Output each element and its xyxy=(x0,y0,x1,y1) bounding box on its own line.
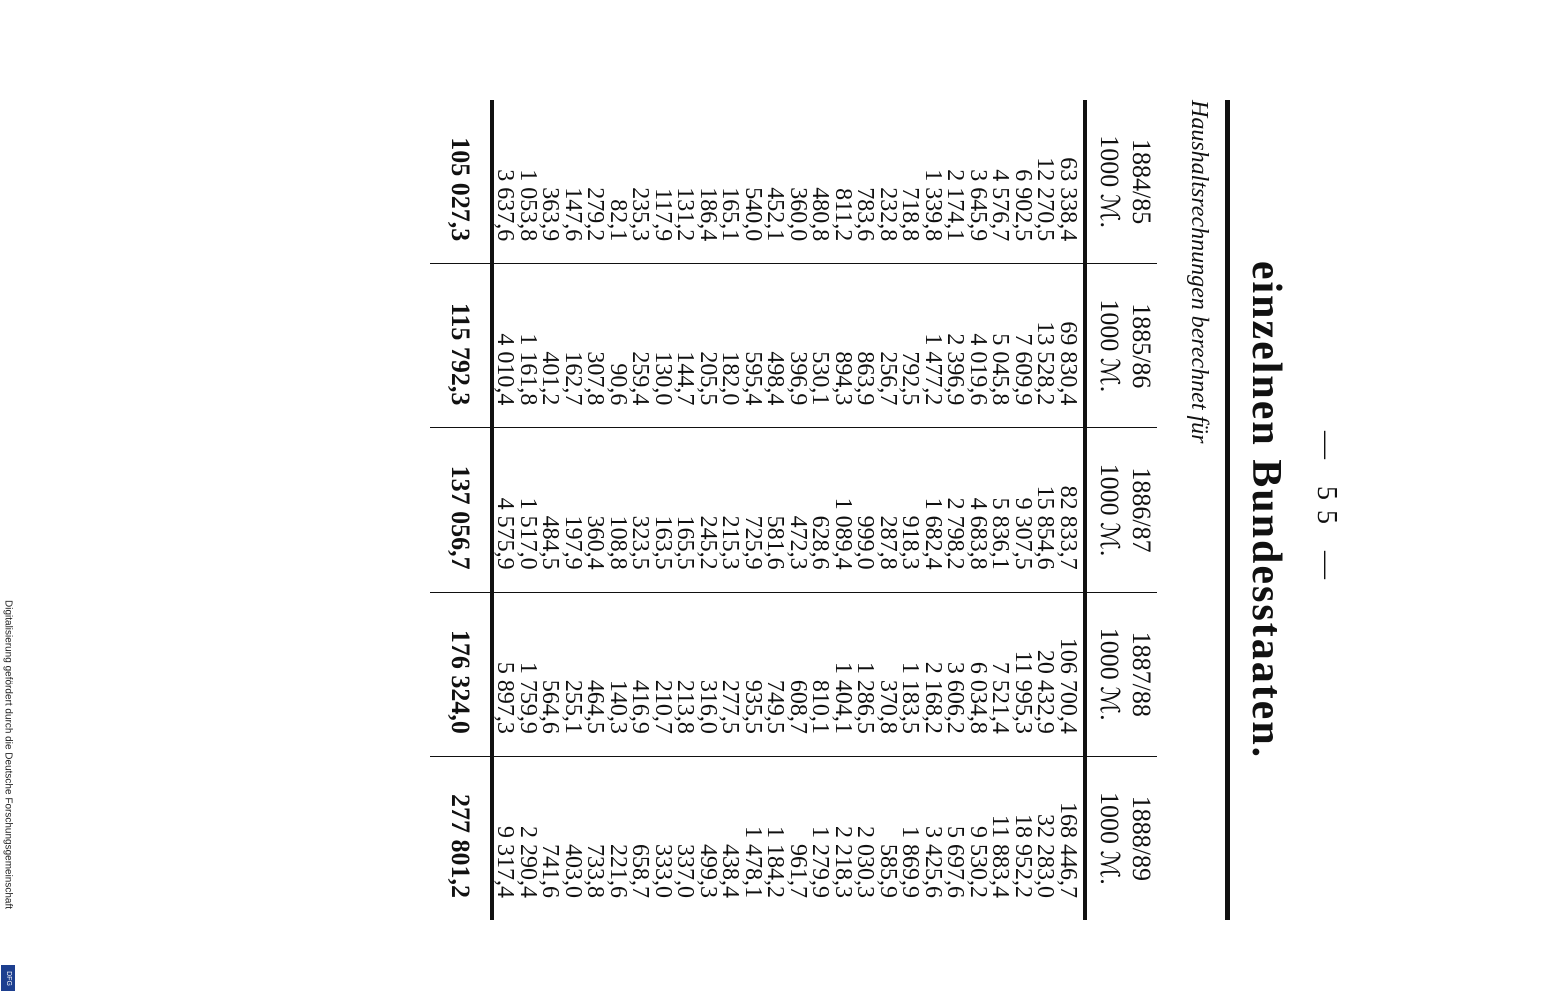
table-header xyxy=(1083,100,1157,920)
page-title: einzelnen Bundesstaaten. xyxy=(1243,260,1289,760)
table-cell: 452,1 xyxy=(762,187,789,242)
table-cell: 961,7 xyxy=(785,844,811,899)
table-cell: 999,0 xyxy=(852,515,879,570)
year-label: 1887/88 xyxy=(1127,631,1156,717)
table-cell: 163,5 xyxy=(650,515,676,570)
table-cell: 307,8 xyxy=(582,351,609,406)
table-cell: 438,4 xyxy=(717,844,744,899)
table-cell: 210,7 xyxy=(650,679,676,734)
table-cell: 3 637,6 xyxy=(492,169,519,242)
table-cell: 256,7 xyxy=(875,351,901,406)
table-cell: 131,2 xyxy=(672,187,699,242)
value-column xyxy=(494,427,1083,591)
table-cell: 2 030,3 xyxy=(852,826,879,899)
table-cell: 9 530,2 xyxy=(965,826,991,899)
table-cell: 245,2 xyxy=(695,515,721,570)
column-total: 105 027,3 xyxy=(446,137,475,242)
table-cell: 811,2 xyxy=(830,188,856,242)
table-subtitle: Haushaltsrechnungen berechnet für xyxy=(1186,100,1212,444)
table-cell: 32 283,0 xyxy=(1032,814,1059,899)
table-cell: 13 528,2 xyxy=(1032,321,1059,406)
page-number: — 55 — xyxy=(1311,431,1342,589)
table-cell: 403,0 xyxy=(560,844,586,899)
table-cell: 333,0 xyxy=(650,844,676,899)
unit-label: 1000 ℳ. xyxy=(1095,627,1124,721)
table-cell: 5 045,8 xyxy=(987,333,1014,406)
table-cell: 718,8 xyxy=(897,187,924,242)
table-body xyxy=(490,100,1083,920)
table-totals xyxy=(430,100,490,920)
table-cell: 9 317,4 xyxy=(492,826,519,899)
table-cell: 2 396,9 xyxy=(942,333,969,406)
year-label: 1885/86 xyxy=(1127,303,1156,389)
table-cell: 7 609,9 xyxy=(1010,333,1036,406)
table-cell: 4 019,6 xyxy=(965,333,991,406)
table-cell: 213,8 xyxy=(672,679,699,734)
table-cell: 472,3 xyxy=(785,515,811,570)
table-cell: 165,5 xyxy=(672,515,699,570)
table-cell: 1 339,8 xyxy=(920,169,946,242)
table-cell: 4 576,7 xyxy=(987,169,1014,242)
unit-label: 1000 ℳ. xyxy=(1095,135,1124,228)
year-label: 1888/89 xyxy=(1127,795,1156,882)
table-cell: 894,3 xyxy=(830,351,856,406)
unit-label: 1000 ℳ. xyxy=(1095,463,1124,557)
table-cell: 215,3 xyxy=(717,515,744,570)
table-cell: 3 425,6 xyxy=(920,826,946,899)
table-cell: 108,8 xyxy=(605,515,631,570)
table-cell: 106 700,4 xyxy=(1055,637,1081,734)
table-cell: 360,4 xyxy=(582,515,609,570)
column-total: 277 801,2 xyxy=(430,756,490,920)
table-cell: 1 869,9 xyxy=(897,826,924,899)
column-header xyxy=(1087,427,1157,591)
table-cell: 1 404,1 xyxy=(830,661,856,734)
table-cell: 1 682,4 xyxy=(920,497,946,570)
column-total: 115 792,3 xyxy=(430,263,490,427)
table-cell: 69 830,4 xyxy=(1055,321,1081,406)
table-cell: 396,9 xyxy=(785,351,811,406)
table-cell: 3 645,9 xyxy=(965,169,991,242)
table-cell: 581,6 xyxy=(762,515,789,570)
table-cell: 15 854,6 xyxy=(1032,485,1059,570)
table-cell: 863,9 xyxy=(852,351,879,406)
rotated-page xyxy=(100,60,1350,960)
table-cell: 323,5 xyxy=(627,515,654,570)
table-cell: 9 307,5 xyxy=(1010,497,1036,570)
column-header xyxy=(1087,756,1157,920)
table-cell: 1 759,9 xyxy=(515,661,541,734)
table-cell: 147,6 xyxy=(560,187,586,242)
table-cell: 140,3 xyxy=(605,679,631,734)
table-cell: 918,3 xyxy=(897,515,924,570)
table-cell: 130,0 xyxy=(650,351,676,406)
column-header xyxy=(1087,263,1157,427)
table-cell: 595,4 xyxy=(740,351,766,406)
table-cell: 1 089,4 xyxy=(830,497,856,570)
table-cell: 792,5 xyxy=(897,351,924,406)
table-cell: 63 338,4 xyxy=(1055,157,1081,242)
table-cell: 540,0 xyxy=(740,187,766,242)
table-cell: 1 279,9 xyxy=(807,826,834,899)
table-cell: 144,7 xyxy=(672,351,699,406)
value-column xyxy=(494,756,1083,920)
table-cell: 11 995,3 xyxy=(1010,650,1036,734)
table-cell: 182,0 xyxy=(717,351,744,406)
table-cell: 2 168,2 xyxy=(920,661,946,734)
table-cell: 162,7 xyxy=(560,351,586,406)
table-cell: 2 174,1 xyxy=(942,169,969,242)
year-label: 1884/85 xyxy=(1127,138,1156,225)
title-rule xyxy=(1225,100,1230,920)
table-cell: 2 290,4 xyxy=(515,826,541,899)
table-cell: 235,3 xyxy=(627,187,654,242)
table-cell: 810,1 xyxy=(807,679,834,734)
table-cell: 5 836,1 xyxy=(987,497,1014,570)
table-cell: 82 833,7 xyxy=(1055,485,1081,570)
table-cell: 725,9 xyxy=(740,515,766,570)
table-cell: 20 432,9 xyxy=(1032,649,1059,734)
column-header xyxy=(1087,100,1157,263)
table-cell: 2 798,2 xyxy=(942,497,969,570)
table-cell: 608,7 xyxy=(785,679,811,734)
table-cell: 935,5 xyxy=(740,679,766,734)
table-cell: 1 161,8 xyxy=(515,333,541,406)
table-cell: 3 606,2 xyxy=(942,661,969,734)
dfg-logo: DFG xyxy=(1,965,15,991)
table-cell: 1 286,5 xyxy=(852,661,879,734)
table-cell: 783,6 xyxy=(852,187,879,242)
table-cell: 186,4 xyxy=(695,187,721,242)
table-cell: 1 184,2 xyxy=(762,826,789,899)
table-cell: 585,9 xyxy=(875,844,901,899)
table-cell: 498,4 xyxy=(762,351,789,406)
column-total: 176 324,0 xyxy=(430,592,490,756)
unit-label: 1000 ℳ. xyxy=(1095,792,1124,885)
value-column xyxy=(494,100,1083,263)
value-column xyxy=(494,263,1083,427)
table-cell: 1 477,2 xyxy=(920,333,946,406)
table-cell: 5 697,6 xyxy=(942,826,969,899)
table-cell: 287,8 xyxy=(875,515,901,570)
table-cell: 197,9 xyxy=(560,515,586,570)
table-cell: 255,1 xyxy=(560,679,586,734)
table-cell: 337,0 xyxy=(672,844,699,899)
table-cell: 2 218,3 xyxy=(830,826,856,899)
table-cell: 564,6 xyxy=(537,679,564,734)
column-header xyxy=(1087,592,1157,756)
value-column xyxy=(494,592,1083,756)
table-cell: 1 517,0 xyxy=(515,497,541,570)
unit-label: 1000 ℳ. xyxy=(1095,299,1124,393)
table-cell: 117,9 xyxy=(650,188,676,242)
table-cell: 658,7 xyxy=(627,844,654,899)
year-label: 1886/87 xyxy=(1127,467,1156,553)
table-cell: 4 575,9 xyxy=(492,497,519,570)
table-cell: 277,5 xyxy=(717,679,744,734)
digitization-credit: Digitalisierung gefördert durch die Deutsche Forschungsgemeinschaft xyxy=(2,600,14,910)
table-cell: 749,5 xyxy=(762,679,789,734)
table-cell: 480,8 xyxy=(807,187,834,242)
table-cell: 1 183,5 xyxy=(897,661,924,734)
table-cell: 90,6 xyxy=(605,363,631,406)
table-cell: 1 053,8 xyxy=(515,169,541,242)
table-cell: 360,0 xyxy=(785,187,811,242)
table-cell: 7 521,4 xyxy=(987,661,1014,734)
table-cell: 6 034,8 xyxy=(965,661,991,734)
table-cell: 316,0 xyxy=(695,679,721,734)
table-cell: 6 902,5 xyxy=(1010,169,1036,242)
table-cell: 221,6 xyxy=(605,844,631,899)
column-total: 137 056,7 xyxy=(430,427,490,591)
table-cell: 733,8 xyxy=(582,844,609,899)
table-cell: 232,8 xyxy=(875,187,901,242)
table-cell: 5 897,3 xyxy=(492,661,519,734)
table-cell: 628,6 xyxy=(807,515,834,570)
table-cell: 205,5 xyxy=(695,351,721,406)
table-cell: 165,1 xyxy=(717,187,744,242)
table-cell: 12 270,5 xyxy=(1032,157,1059,242)
table-cell: 401,2 xyxy=(537,351,564,406)
table-cell: 370,8 xyxy=(875,679,901,734)
table-cell: 484,5 xyxy=(537,515,564,570)
table-cell: 18 952,2 xyxy=(1010,814,1036,899)
table-cell: 741,6 xyxy=(537,844,564,899)
table-cell: 279,2 xyxy=(582,187,609,242)
table-cell: 11 883,4 xyxy=(987,814,1014,899)
budget-table xyxy=(430,100,1157,920)
table-cell: 168 446,7 xyxy=(1055,802,1081,899)
table-cell: 259,4 xyxy=(627,351,654,406)
table-cell: 499,3 xyxy=(695,844,721,899)
table-cell: 4 010,4 xyxy=(492,333,519,406)
table-cell: 416,9 xyxy=(627,679,654,734)
table-cell: 530,1 xyxy=(807,351,834,406)
table-cell: 4 683,8 xyxy=(965,497,991,570)
table-cell: 464,5 xyxy=(582,679,609,734)
table-cell: 363,9 xyxy=(537,187,564,242)
table-cell: 82,1 xyxy=(605,199,631,242)
table-cell: 1 478,1 xyxy=(740,826,766,899)
